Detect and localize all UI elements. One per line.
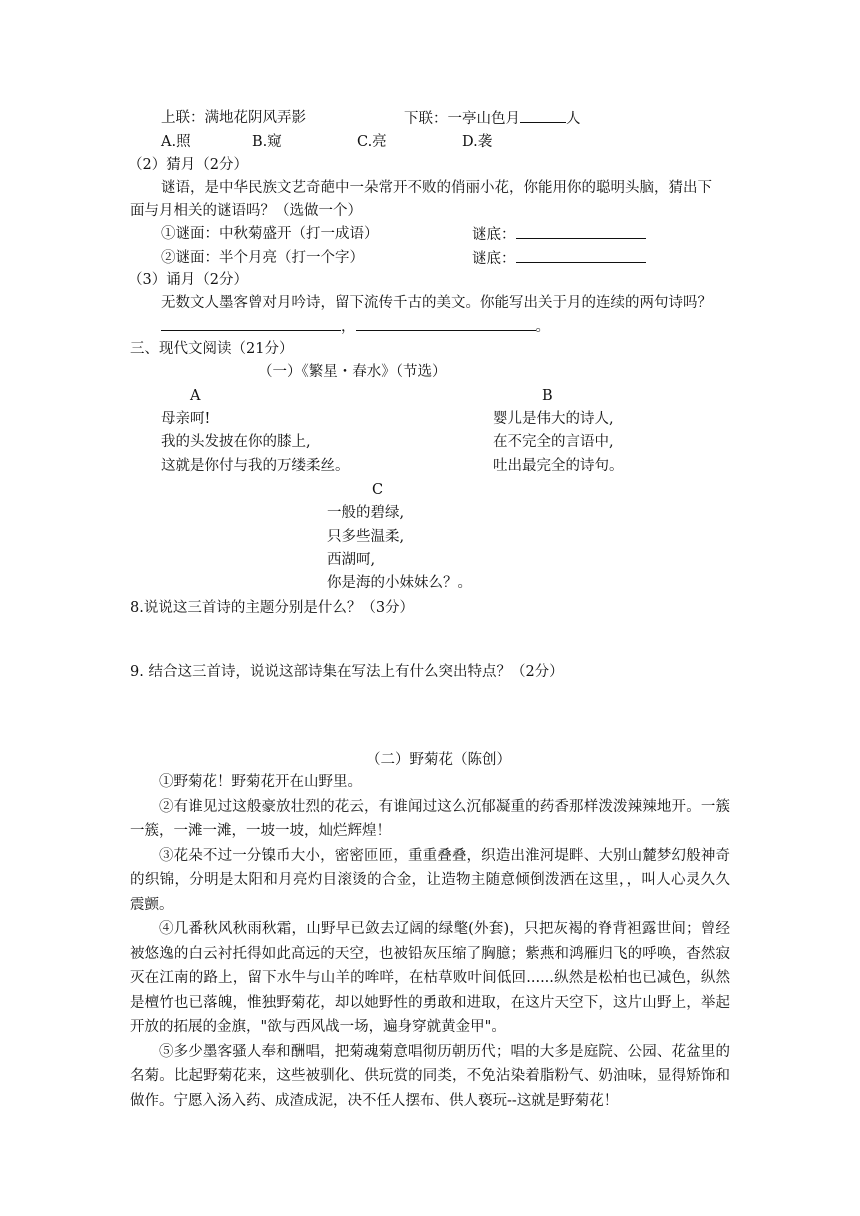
- recite-heading: （3）诵月（2分）: [128, 272, 248, 288]
- riddle-answer-blank-1[interactable]: [516, 224, 646, 239]
- poem-b-line: 在不完全的言语中,: [493, 434, 614, 450]
- article-paragraph: ①野菊花！野菊花开在山野里。: [159, 774, 362, 790]
- recite-intro: 无数文人墨客曾对月吟诗，留下流传千古的美文。你能写出关于月的连续的两句诗吗？: [161, 295, 712, 311]
- poem-a-line: 母亲呵!: [161, 411, 211, 427]
- couplet-upper: 上联：满地花阴风弄影: [161, 110, 306, 126]
- option-c: C.亮: [357, 134, 387, 150]
- poem-b-label: B: [542, 388, 553, 404]
- riddle-item-1: ①谜面：中秋菊盛开（打一成语）: [161, 226, 379, 242]
- couplet-lower: [404, 108, 581, 129]
- riddle-item-2: ②谜面：半个月亮（打一个字）: [161, 250, 364, 266]
- poem-a-line: 这就是你付与我的万缕柔丝。: [161, 458, 350, 474]
- article-body: [130, 770, 730, 1113]
- question-8: 8.说说这三首诗的主题分别是什么？（3分）: [130, 600, 415, 616]
- poem-c-line: 你是海的小妹妹么？。: [327, 575, 472, 591]
- section3-heading: 三、现代文阅读（21分）: [130, 341, 294, 357]
- poem-c-line: 只多些温柔,: [327, 529, 405, 545]
- riddle-answer-2: [472, 248, 646, 269]
- riddle-answer-1: [472, 224, 646, 245]
- riddle-answer-label: 谜底：: [472, 251, 516, 267]
- recite-comma: ，: [341, 319, 356, 335]
- recite-blank-1[interactable]: [161, 316, 341, 331]
- option-a: A.照: [161, 134, 191, 150]
- poem-b-line: 吐出最完全的诗句。: [493, 458, 624, 474]
- recite-blank-2[interactable]: [356, 316, 536, 331]
- couplet-lower-suffix: 人: [566, 111, 581, 127]
- option-d: D.袭: [462, 134, 493, 150]
- recite-answer-line: [161, 316, 550, 337]
- question-9: 9. 结合这三首诗，说说这部诗集在写法上有什么突出特点？（2分）: [130, 664, 564, 680]
- poem-c-label: C: [372, 482, 384, 498]
- article-paragraph: ②有谁见过这般豪放壮烈的花云，有谁闻过这么沉郁凝重的药香那样泼泼辣辣地开。一簇一簇，一滩一滩，一坡一坡，灿烂辉煌！: [130, 798, 730, 839]
- riddle-heading: （2）猜月（2分）: [128, 157, 248, 173]
- riddle-intro-line1: 谜语，是中华民族文艺奇葩中一朵常开不败的俏丽小花，你能用你的聪明头脑，猜出下: [161, 180, 712, 196]
- poem-b-line: 婴儿是伟大的诗人,: [493, 411, 614, 427]
- couplet-blank[interactable]: [520, 108, 566, 123]
- couplet-lower-prefix: 下联：一亭山色月: [404, 111, 520, 127]
- article-paragraph: ③花朵不过一分镍币大小，密密匝匝，重重叠叠，织造出淮河堤畔、大别山麓梦幻般神奇的织锦，分明是太阳和月亮灼目滚烫的合金，让造物主随意倾倒泼洒在这里，，叫人心灵久久震颤。: [130, 847, 730, 913]
- poem-c-line: 西湖呵,: [327, 552, 376, 568]
- riddle-answer-label: 谜底：: [472, 227, 516, 243]
- article-title: （二）野菊花（陈创）: [366, 752, 511, 768]
- poem-c-line: 一般的碧绿,: [327, 505, 405, 521]
- poem-a-label: A: [190, 388, 201, 404]
- article-paragraph: ⑤多少墨客骚人奉和酬唱，把菊魂菊意唱彻历朝历代；唱的大多是庭院、公园、花盆里的名菊。比起野菊花来，这些被驯化、供玩赏的同类，不免沾染着脂粉气、奶油味，显得矫饰和做作。宁愿入汤入药、成渣成泥，决不任人摆布、供人亵玩--这就是野菊花！: [130, 1043, 730, 1109]
- riddle-answer-blank-2[interactable]: [516, 248, 646, 263]
- article-paragraph: ④几番秋风秋雨秋霜，山野早已敛去辽阔的绿氅(外套)，只把灰褐的脊背袒露世间；曾经被悠逸的白云衬托得如此高远的天空，也被铅灰压缩了胸臆；紫燕和鸿雁归飞的呼唤，杳然寂灭在江南的路上，留下水牛与山羊的哞咩，在枯草败叶间低回......纵然是松柏也已减色，纵然是檀竹也已落魄，惟独野菊花，却以她野性的勇敢和进取，在这片天空下，这片山野上，举起开放的拓展的金旗，"欲与西风战一场，遍身穿就黄金甲"。: [130, 921, 730, 1035]
- option-b: B.窥: [252, 134, 282, 150]
- recite-period: 。: [535, 319, 550, 335]
- poem-a-line: 我的头发披在你的膝上,: [161, 434, 311, 450]
- riddle-intro-line2: 面与月相关的谜语吗？（选做一个）: [130, 203, 362, 219]
- subsection1-title: （一）《繁星・春水》（节选）: [258, 364, 447, 380]
